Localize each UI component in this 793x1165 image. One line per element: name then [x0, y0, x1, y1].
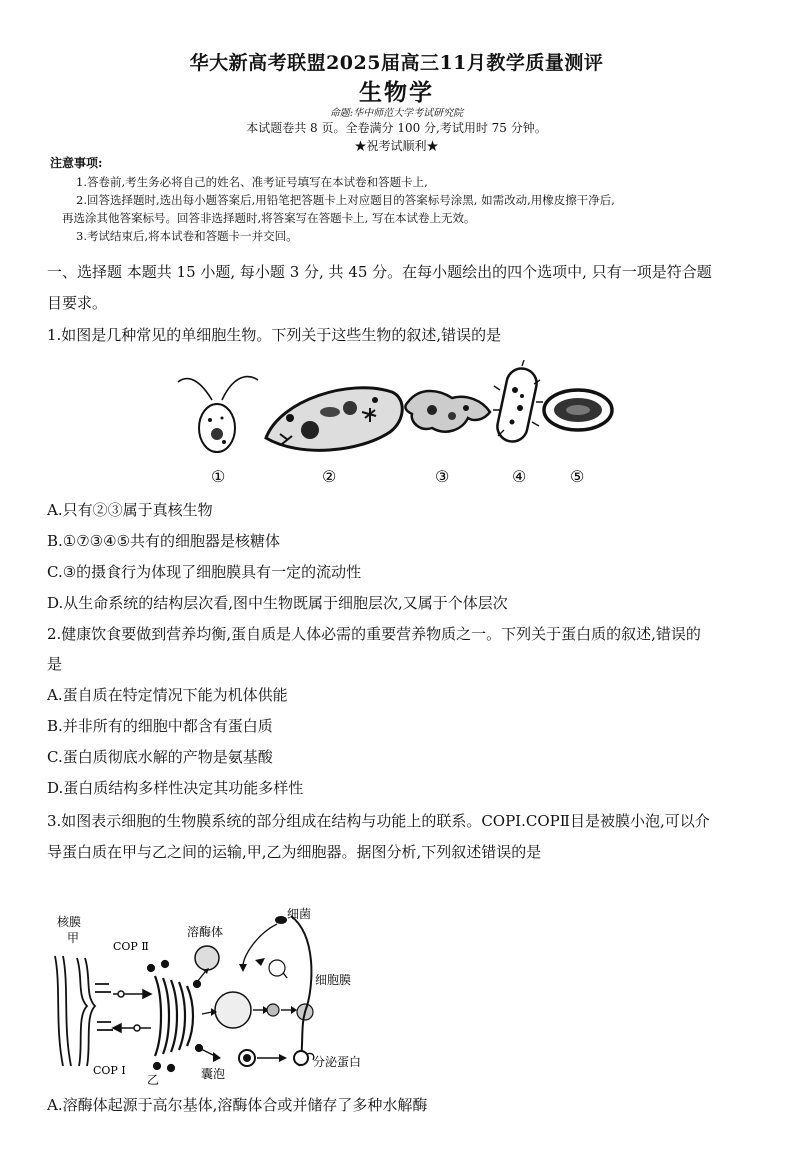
label-nuclear-envelope: 核膜	[57, 915, 82, 929]
subject-title: 生物学	[359, 79, 434, 106]
small-vesicle-icon	[267, 1004, 279, 1016]
q1-organisms-figure	[170, 360, 620, 490]
q1-option-d: D.从生命系统的结构层次看,图中生物既属于细胞层次,又属于个体层次	[47, 594, 508, 612]
exam-info: 本试题卷共 8 页。全卷满分 100 分,考试用时 75 分钟。	[246, 121, 547, 135]
q2-option-b: B.并非所有的细胞中都含有蛋白质	[47, 717, 273, 735]
q1-option-a: A.只有②③属于真核生物	[47, 501, 213, 519]
endoplasmic-reticulum-icon	[55, 956, 113, 1066]
organism-label-5: ⑤	[570, 467, 585, 486]
label-vesicle: 囊泡	[201, 1067, 226, 1081]
q3-stem-line2: 导蛋白质在甲与乙之间的运输,甲,乙为细胞器。据图分析,下列叙述错误的是	[47, 843, 542, 861]
label-jia: 甲	[67, 931, 80, 945]
q2-stem-line1: 2.健康饮食要做到营养均衡,蛋自质是人体必需的重要营养物质之一。下列关于蛋白质的叙述,错误的	[47, 625, 701, 643]
note-3: 3.考试结束后,将本试卷和答题卡一并交回。	[76, 229, 298, 243]
label-copi: COP Ⅰ	[93, 1064, 126, 1077]
section-heading-line1: 一、选择题 本题共 15 小题, 每小题 3 分, 共 45 分。在每小题绘出的四个选项中, 只有一项是符合题	[47, 263, 712, 281]
q1-option-c: C.③的摄食行为体现了细胞膜具有一定的流动性	[47, 563, 362, 581]
section-heading-line2: 目要求。	[47, 294, 108, 312]
q3-membrane-system-figure	[47, 906, 587, 1091]
cell-membrane-icon	[291, 916, 311, 1066]
lysosome-icon	[195, 946, 219, 970]
author-line: 命题:华中师范大学考试研究院	[329, 108, 464, 119]
q2-stem-line2: 是	[47, 655, 63, 673]
organism-4-icon	[493, 360, 543, 444]
label-lysosome: 溶酶体	[187, 925, 224, 939]
q1-option-b: B.①⑦③④⑤共有的细胞器是核糖体	[47, 532, 281, 550]
organism-1-icon	[178, 377, 258, 452]
label-bacteria: 细菌	[287, 907, 312, 921]
label-secreted-protein: 分泌蛋白	[313, 1055, 362, 1069]
organism-label-2: ②	[322, 467, 337, 486]
label-copii: COP Ⅱ	[113, 940, 149, 953]
organism-2-icon	[266, 388, 402, 451]
note-1: 1.答卷前,考生务必将自己的姓名、准考证号填写在本试卷和答题卡上,	[76, 175, 428, 189]
q2-option-d: D.蛋白质结构多样性决定其功能多样性	[47, 779, 304, 797]
large-vesicle-icon	[215, 992, 251, 1028]
good-luck-line: ★祝考试顺利★	[354, 139, 439, 153]
organism-3-icon	[405, 391, 490, 432]
q2-option-a: A.蛋自质在特定情况下能为机体供能	[47, 686, 288, 704]
note-2-cont: 再选涂其他答案标号。回答非选择题时,将答案写在答题卡上, 写在本试卷上无效。	[62, 211, 476, 225]
exam-title: 华大新高考联盟2025届高三11月教学质量测评	[189, 52, 604, 74]
bacteria-icon	[275, 916, 287, 924]
organism-label-1: ①	[211, 467, 226, 486]
organism-label-4: ④	[512, 467, 527, 486]
organism-label-3: ③	[435, 467, 450, 486]
q1-stem: 1.如图是几种常见的单细胞生物。下列关于这些生物的叙述,错误的是	[47, 326, 502, 344]
q3-stem-line1: 3.如图表示细胞的生物膜系统的部分组成在结构与功能上的联系。COPI.COPⅡ目是被膜小泡,可以介	[47, 812, 710, 830]
label-yi: 乙	[147, 1073, 160, 1087]
note-2: 2.回答选择题时,选出每小题答案后,用铅笔把答题卡上对应题目的答案标号涂黑, 如需改动,用橡皮擦干净后,	[76, 193, 615, 207]
q2-option-c: C.蛋白质彻底水解的产物是氨基酸	[47, 748, 273, 766]
golgi-apparatus-icon	[148, 961, 202, 1071]
notes-title: 注意事项:	[50, 156, 103, 170]
organism-5-icon	[544, 390, 612, 430]
label-cell-membrane: 细胞膜	[315, 973, 352, 987]
q3-option-a: A.溶酶体起源于高尔基体,溶酶体合或并储存了多种水解酶	[47, 1096, 428, 1114]
